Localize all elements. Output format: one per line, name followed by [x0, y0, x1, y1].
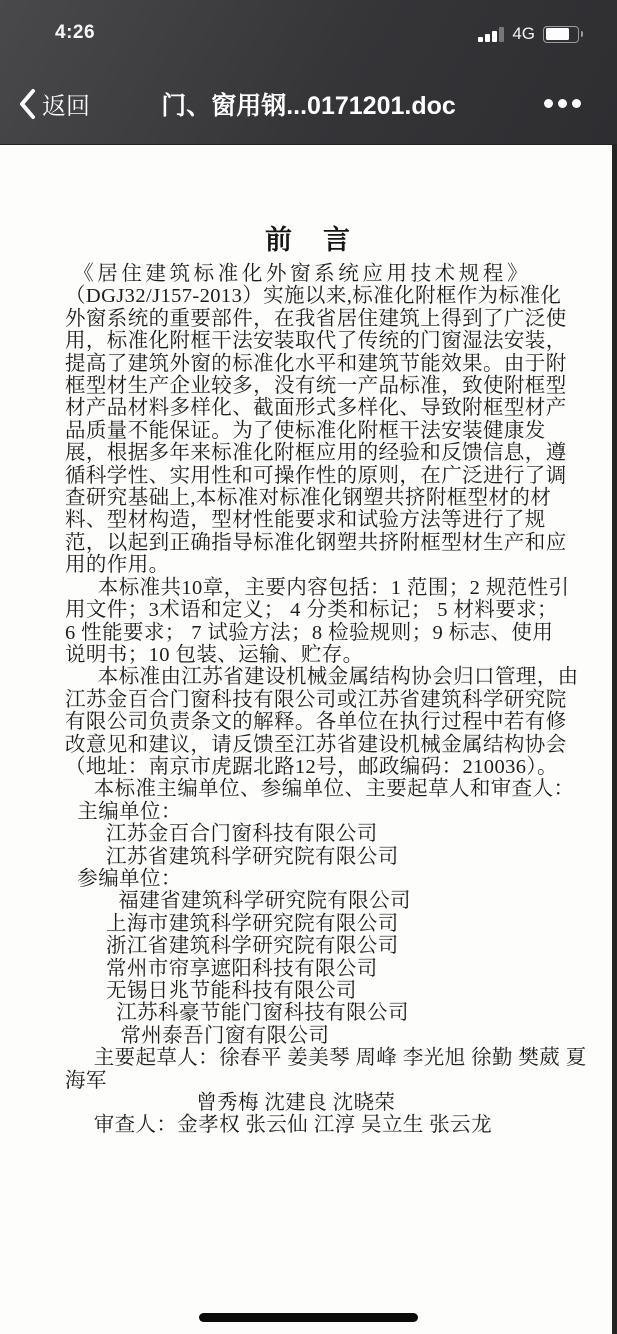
doc-line: 主编单位：	[77, 800, 182, 823]
ellipsis-icon	[544, 99, 553, 108]
document-viewport[interactable]	[0, 145, 617, 1334]
app-header	[0, 0, 617, 145]
nav-bar	[0, 62, 617, 145]
doc-line: 主要起草人：徐春平 姜美琴 周峰 李光旭 徐勤 樊葳 夏	[93, 1047, 587, 1070]
doc-line: 料、型材构造，型材性能要求和试验方法等进行了规	[65, 509, 546, 532]
doc-line: 江苏省建筑科学研究院有限公司	[106, 845, 399, 868]
status-bar	[0, 0, 617, 62]
doc-line: 本标准共10章，主要内容包括：1 范围；2 规范性引	[97, 576, 570, 599]
doc-line: 用的作用。	[65, 554, 170, 577]
battery-level	[546, 28, 570, 40]
doc-line: 品质量不能保证。为了使标准化附框干法安装健康发	[65, 419, 546, 442]
home-indicator[interactable]	[199, 1313, 418, 1322]
doc-line: 审查人：金孝权 张云仙 江淳 吴立生 张云龙	[93, 1114, 492, 1137]
doc-line: 查研究基础上,本标准对标准化钢塑共挤附框型材的材	[65, 487, 552, 510]
doc-line: 外窗系统的重要部件，在我省居住建筑上得到了广泛使	[65, 307, 567, 330]
doc-line: 上海市建筑科学研究院有限公司	[106, 912, 399, 935]
battery-icon	[543, 26, 579, 43]
doc-line: 浙江省建筑科学研究院有限公司	[106, 935, 399, 958]
doc-line: 提高了建筑外窗的标准化水平和建筑节能效果。由于附	[65, 352, 567, 375]
doc-line: 范，以起到正确指导标准化钢塑共挤附框型材生产和应	[65, 531, 567, 554]
doc-line: 《居住建筑标准化外窗系统应用技术规程》	[73, 263, 532, 285]
doc-line: 循科学性、实用性和可操作性的原则，在广泛进行了调	[65, 464, 567, 487]
page-right-edge	[612, 145, 617, 1334]
doc-line: 框型材生产企业较多，没有统一产品标准，致使附框型	[65, 375, 567, 398]
chevron-left-icon	[18, 88, 36, 120]
doc-line: 6 性能要求； 7 试验方法；8 检验规则；9 标志、使用	[65, 621, 554, 644]
doc-line: 海军	[65, 1069, 107, 1092]
doc-line: 无锡日兆节能科技有限公司	[106, 980, 357, 1002]
doc-line: 常州泰吾门窗有限公司	[120, 1024, 330, 1047]
doc-line: 常州市帘享遮阳科技有限公司	[106, 957, 378, 980]
doc-line: 材产品材料多样化、截面形式多样化、导致附框型材产	[65, 397, 567, 420]
doc-line: （地址：南京市虎踞北路12号，邮政编码：210036）。	[65, 755, 558, 778]
document-title: 门、窗用钢...0171201.doc	[161, 91, 456, 120]
doc-lines	[65, 263, 587, 1137]
doc-line: 江苏金百合门窗科技有限公司	[106, 823, 378, 846]
doc-line: 有限公司负责条文的解释。各单位在执行过程中若有修	[65, 711, 567, 734]
status-icons	[478, 24, 579, 44]
doc-line: 本标准主编单位、参编单位、主要起草人和审查人：	[93, 778, 575, 801]
doc-line: 说明书；10 包装、运输、贮存。	[65, 643, 364, 666]
more-button[interactable]	[538, 62, 587, 145]
back-button[interactable]	[18, 62, 90, 145]
doc-line: 用文件；3术语和定义； 4 分类和标记； 5 材料要求；	[65, 599, 558, 622]
doc-heading: 前 言	[265, 225, 352, 255]
network-type-label: 4G	[512, 24, 535, 43]
doc-line: 本标准由江苏省建设机械金属结构协会归口管理，由	[97, 666, 579, 689]
clock: 4:26	[55, 22, 96, 43]
doc-line: 福建省建筑科学研究院有限公司	[118, 890, 411, 913]
doc-line: 江苏金百合门窗科技有限公司或江苏省建筑科学研究院	[65, 688, 567, 711]
doc-line: 参编单位：	[77, 867, 182, 890]
back-label: 返回	[42, 93, 90, 120]
doc-line: 曾秀梅 沈建良 沈晓荣	[196, 1092, 396, 1115]
doc-line: 用，标准化附框干法安装取代了传统的门窗湿法安装，	[65, 330, 567, 353]
document-page	[0, 145, 612, 1334]
doc-line: 江苏科豪节能门窗科技有限公司	[116, 1002, 409, 1025]
doc-line: 展，根据多年来标准化附框应用的经验和反馈信息，遵	[65, 442, 567, 465]
doc-line: 改意见和建议，请反馈至江苏省建设机械金属结构协会	[65, 733, 567, 756]
signal-bars-icon	[478, 27, 504, 42]
doc-line: （DGJ32/J157-2013）实施以来,标准化附框作为标准化	[65, 285, 562, 308]
battery-tip	[581, 31, 584, 37]
